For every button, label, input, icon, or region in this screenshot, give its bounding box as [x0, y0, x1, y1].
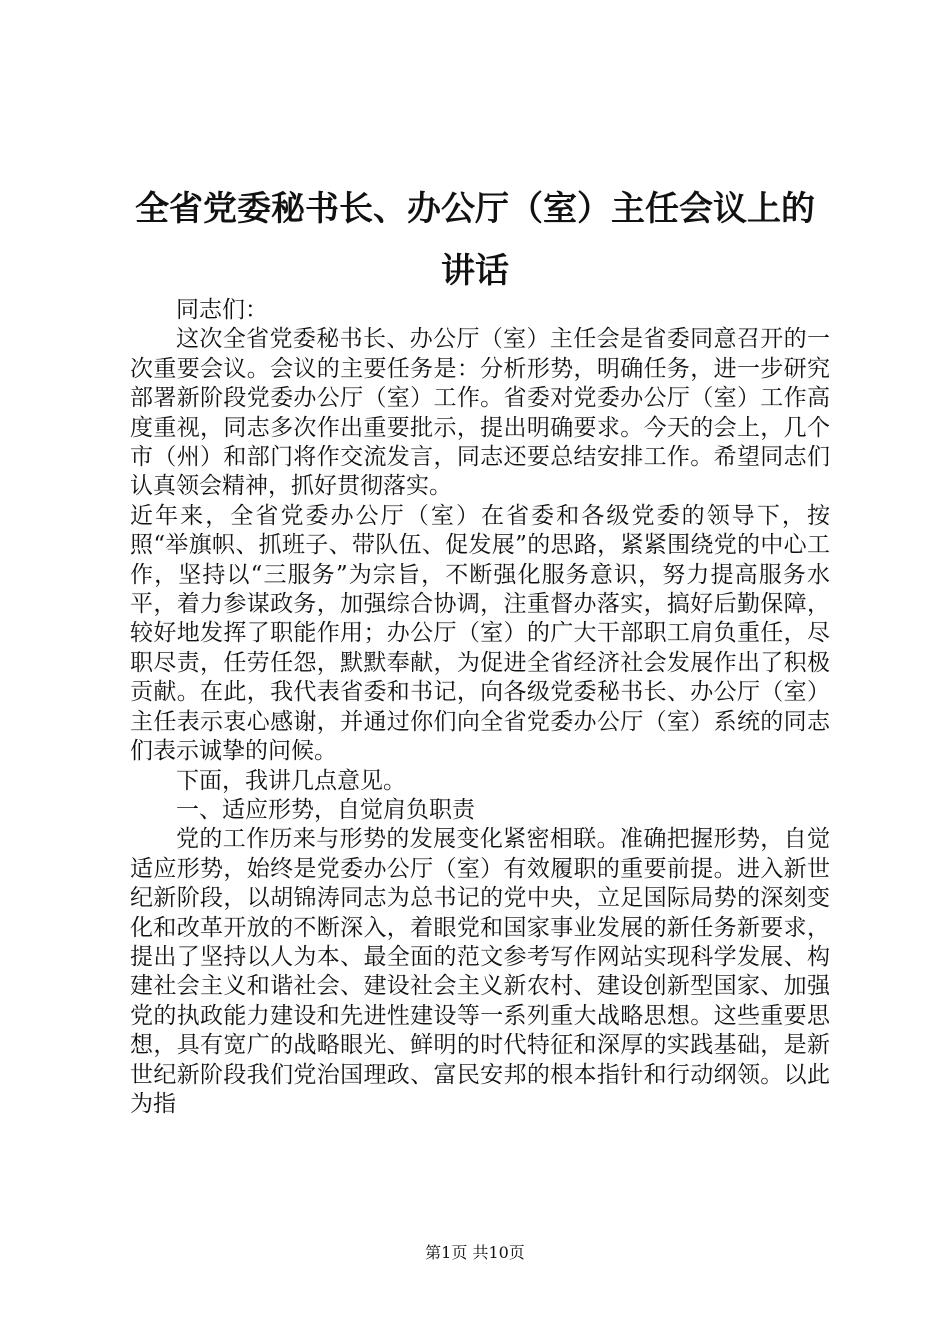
paragraph-salutation: 同志们：	[176, 297, 268, 323]
title-line-2: 讲话	[441, 251, 509, 291]
section-heading-1: 一、适应形势，自觉肩负职责	[176, 796, 475, 823]
title-line-1: 全省党委秘书长、办公厅（室）主任会议上的	[135, 189, 815, 229]
paragraph-2: 近年来，全省党委办公厅（室）在省委和各级党委的领导下，按照“举旗帜、抓班子、带队伍、促发展”的思路，紧紧围绕党的中心工作，坚持以“三服务”为宗旨，不断强化服务意识，努力提高服务水平，着力参谋政务，加强综合协调，注重督办落实，搞好后勤保障，较好地发挥了职能作用；办公厅（室）的广大干部职工肩负重任，尽职尽责，任劳任怨，默默奉献，为促进全省经济社会发展作出了积极贡献。在此，我代表省委和书记，向各级党委秘书长、办公厅（室）主任表示衷心感谢，并通过你们向全省党委办公厅（室）系统的同志们表示诚挚的问候。	[130, 502, 830, 765]
paragraph-4: 党的工作历来与形势的发展变化紧密相联。准确把握形势，自觉适应形势，始终是党委办公厅（室）有效履职的重要前提。进入新世纪新阶段，以胡锦涛同志为总书记的党中央，立足国际局势的深刻变化和改革开放的不断深入，着眼党和国家事业发展的新任务新要求，提出了坚持以人为本、最全面的范文参考写作网站实现科学发展、构建社会主义和谐社会、建设社会主义新农村、建设创新型国家、加强党的执政能力建设和先进性建设等一系列重大战略思想。这些重要思想，具有宽广的战略眼光、鲜明的时代特征和深厚的实践基础，是新世纪新阶段我们党治国理政、富民安邦的根本指针和行动纲领。以此为指	[130, 826, 830, 1117]
paragraph-1: 这次全省党委秘书长、办公厅（室）主任会是省委同意召开的一次重要会议。会议的主要任务是：分析形势，明确任务，进一步研究部署新阶段党委办公厅（室）工作。省委对党委办公厅（室）工作高度重视，同志多次作出重要批示，提出明确要求。今天的会上，几个市（州）和部门将作交流发言，同志还要总结安排工作。希望同志们认真领会精神，抓好贯彻落实。	[130, 326, 830, 500]
paragraph-3: 下面，我讲几点意见。	[176, 767, 406, 794]
document-title	[120, 178, 830, 302]
document-body	[130, 296, 830, 1119]
page-footer: 第1页 共10页	[425, 1243, 525, 1262]
